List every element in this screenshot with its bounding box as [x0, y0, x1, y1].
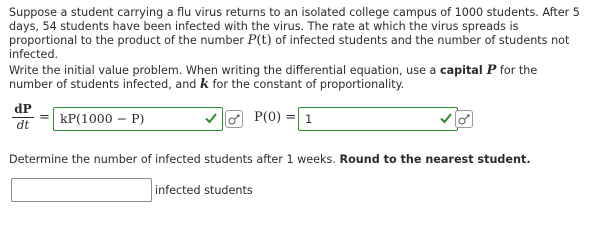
differential-equation-input[interactable]: [53, 107, 223, 131]
math-k: k: [199, 77, 209, 92]
ic-answer-value: 1: [305, 112, 313, 126]
math-P: P: [247, 33, 257, 48]
check-icon: [440, 112, 452, 124]
question-text: Determine the number of infected students after 1 weeks. Round to the nearest student.: [9, 153, 531, 166]
problem-statement: Suppose a student carrying a flu virus returns to an isolated college campus of 1000 students. After 5 days, 54 students have been infected with the virus. The rate at which the virus spreads is proportional to the product of the number P(t) of infected students and the number of students not infected.: [9, 6, 580, 61]
edit-math-icon[interactable]: [225, 110, 243, 128]
equals-sign: =: [39, 110, 50, 125]
edit-math-icon[interactable]: [455, 110, 473, 128]
initial-condition-input[interactable]: [298, 107, 458, 131]
instruction-text: Write the initial value problem. When writing the differential equation, use a capital P for the number of students infected, and k for the constant of proportionality.: [9, 63, 538, 92]
de-answer-value: kP(1000 − P): [60, 111, 145, 126]
math-P-bold: P: [486, 63, 497, 78]
check-icon: [205, 112, 217, 124]
initial-condition-label: P(0) =: [254, 110, 297, 125]
unit-label: infected students: [155, 184, 253, 197]
infected-students-input[interactable]: [11, 178, 152, 202]
derivative-fraction: dP dt: [12, 103, 34, 132]
